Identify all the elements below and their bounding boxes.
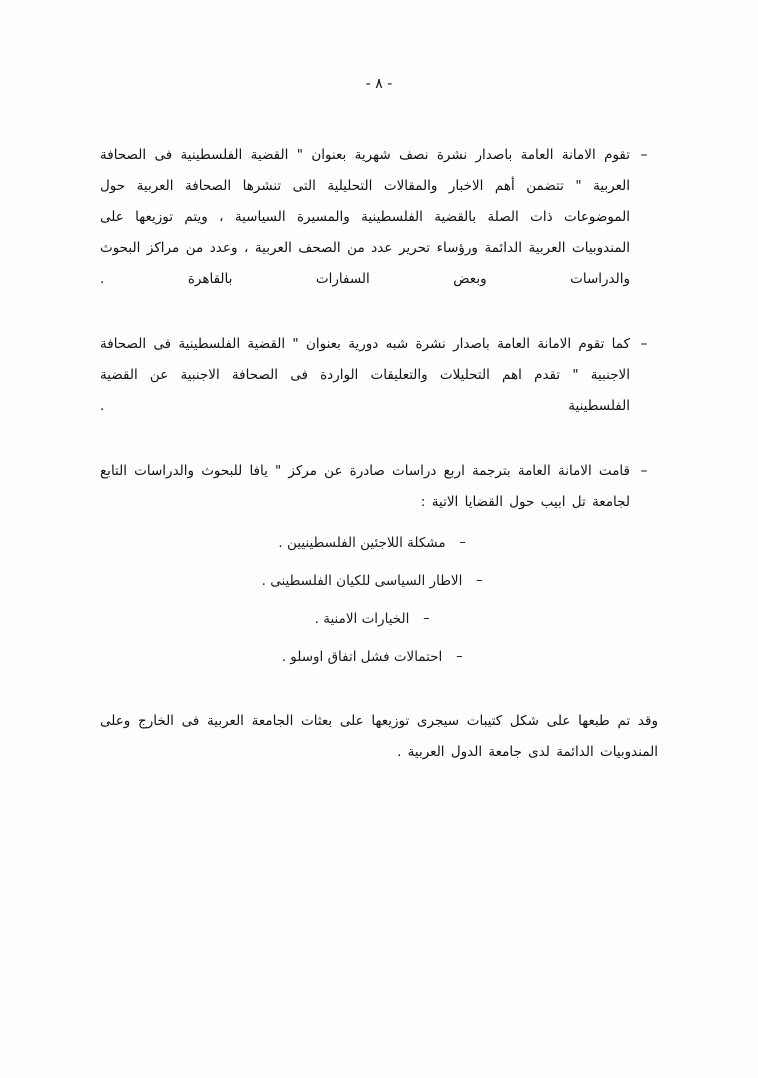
sub-list-item-label: الخيارات الامنية . <box>314 611 410 627</box>
sub-list <box>140 528 618 672</box>
list-item <box>140 566 618 596</box>
bullet-dash-icon: – <box>456 649 463 664</box>
bullet-dash-icon: – <box>640 147 648 163</box>
paragraph-text: تقوم الامانة العامة باصدار نشرة نصف شهرية بعنوان " القضية الفلسطينية فى الصحافة العربية " تتضمن أهم الاخبار والمقالات التحليلية التى تنشرها الصحافة العربية حول الموضوعات ذات الصلة بالقضية الفلسطينية والمسيرة السياسية ، ويتم توزيعها على المندوبيات العربية الدائمة ورؤساء تحرير عدد من الصحف العربية ، وعدد من مراكز البحوث والدراسات وبعض السفارات بالقاهرة . <box>100 147 630 287</box>
sub-list-item-label: الاطار السياسى للكيان الفلسطينى . <box>261 573 463 589</box>
bullet-dash-icon: – <box>423 611 430 626</box>
list-item <box>100 140 658 295</box>
sub-list-container <box>140 528 618 672</box>
bullet-dash-icon: – <box>459 535 466 550</box>
list-item <box>140 642 618 672</box>
closing-paragraph: وقد تم طبعها على شكل كتيبات سيجرى توزيعها على بعثات الجامعة العربية فى الخارج وعلى المندوبيات الدائمة لدى جامعة الدول العربية . <box>100 713 658 760</box>
list-item <box>100 329 658 422</box>
sub-list-item-label: مشكلة اللاجئين الفلسطينيين . <box>278 535 446 551</box>
list-item <box>140 528 618 558</box>
page-number: - ٨ - <box>365 76 393 92</box>
bullet-dash-icon: – <box>640 463 648 479</box>
bullet-dash-icon: – <box>476 573 483 588</box>
sub-list-item-label: احتمالات فشل اتفاق اوسلو . <box>281 649 443 665</box>
list-item <box>140 604 618 634</box>
list-item <box>100 456 658 518</box>
bullet-dash-icon: – <box>640 336 648 352</box>
paragraph-text: كما تقوم الامانة العامة باصدار نشرة شبه دورية بعنوان " القضية الفلسطينية فى الصحافة الاجنبية " تقدم اهم التحليلات والتعليقات الواردة فى الصحافة الاجنبية عن القضية الفلسطينية . <box>100 336 630 414</box>
paragraph-text: قامت الامانة العامة بترجمة اربع دراسات صادرة عن مركز " يافا للبحوث والدراسات التابع لجامعة تل ابيب حول القضايا الاتية : <box>100 463 630 510</box>
page-content <box>100 140 658 768</box>
